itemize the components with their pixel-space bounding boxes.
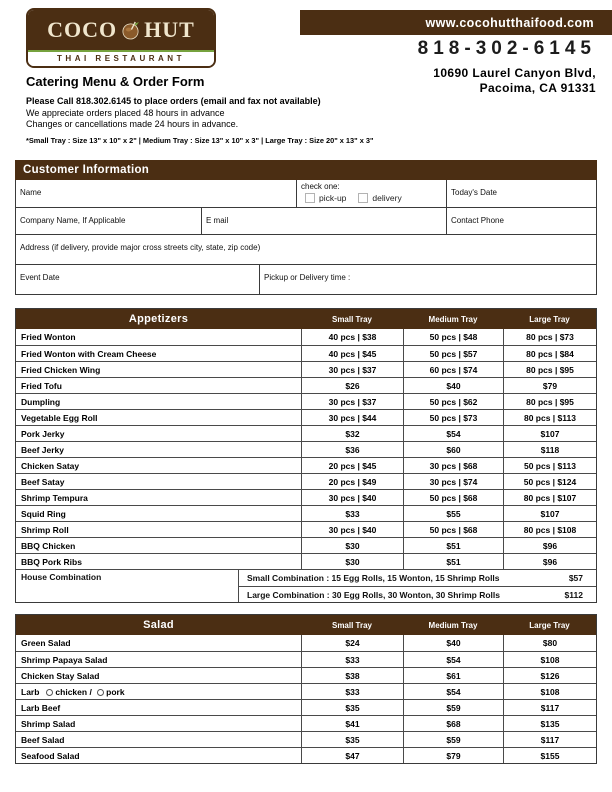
item-name: BBQ Pork Ribs xyxy=(21,556,82,567)
logo-subtitle: THAI RESTAURANT xyxy=(28,50,214,66)
medium-tray-price: $59 xyxy=(403,700,503,715)
menu-item-row xyxy=(16,635,596,651)
small-tray-price: 40 pcs | $45 xyxy=(301,346,403,361)
item-name: Green Salad xyxy=(21,638,71,648)
small-tray-column-header: Small Tray xyxy=(331,314,373,324)
item-name: Fried Chicken Wing xyxy=(21,364,101,375)
salad-title: Salad xyxy=(143,619,174,631)
address-line2: Pacoima, CA 91331 xyxy=(479,81,596,95)
check-one-cell xyxy=(296,180,446,207)
customer-row-2 xyxy=(16,207,596,234)
medium-tray-column-header: Medium Tray xyxy=(428,314,478,324)
small-tray-column-header: Small Tray xyxy=(331,620,373,630)
item-name-cell xyxy=(16,329,301,345)
item-name-cell xyxy=(16,474,301,489)
large-combination-text: Large Combination : 30 Egg Rolls, 30 Wonton, 30 Shrimp Rolls xyxy=(247,589,500,600)
small-tray-price: $24 xyxy=(301,635,403,651)
customer-info-title: Customer Information xyxy=(23,164,150,176)
check-options xyxy=(301,193,442,203)
small-tray-price: 20 pcs | $49 xyxy=(301,474,403,489)
medium-tray-price: 50 pcs | $48 xyxy=(403,329,503,345)
medium-tray-price: $51 xyxy=(403,554,503,569)
salad-table xyxy=(15,614,597,764)
small-combination-row xyxy=(239,570,596,586)
small-tray-price: 30 pcs | $37 xyxy=(301,362,403,377)
salad-rows xyxy=(16,635,596,763)
menu-item-row xyxy=(16,473,596,489)
large-tray-price: 80 pcs | $95 xyxy=(503,394,596,409)
small-tray-price: $26 xyxy=(301,378,403,393)
chicken-option-checkbox[interactable] xyxy=(46,689,53,696)
item-name-cell xyxy=(16,684,301,699)
phone-number: 818-302-6145 xyxy=(417,38,596,59)
large-tray-price: 80 pcs | $73 xyxy=(503,329,596,345)
intro-block xyxy=(26,74,386,145)
medium-tray-price: $54 xyxy=(403,684,503,699)
medium-tray-price: $51 xyxy=(403,538,503,553)
coconut-icon xyxy=(121,21,140,40)
customer-info-header-bar xyxy=(15,160,597,180)
medium-tray-price: 50 pcs | $57 xyxy=(403,346,503,361)
item-name: Chicken Satay xyxy=(21,460,80,471)
company-label: Company Name, If Applicable xyxy=(20,216,126,225)
appetizers-table xyxy=(15,308,597,603)
pickup-checkbox[interactable] xyxy=(305,193,315,203)
small-tray-price: $41 xyxy=(301,716,403,731)
item-name: Fried Tofu xyxy=(21,380,62,391)
todays-date-field[interactable] xyxy=(446,180,596,207)
small-combination-text: Small Combination : 15 Egg Rolls, 15 Wonton, 15 Shrimp Rolls xyxy=(247,573,500,583)
large-tray-price: $117 xyxy=(503,700,596,715)
large-tray-price: $107 xyxy=(503,506,596,521)
large-tray-price: $118 xyxy=(503,442,596,457)
pickup-time-label: Pickup or Delivery time : xyxy=(264,273,351,282)
item-name: Shrimp Papaya Salad xyxy=(21,654,108,665)
item-name: Shrimp Tempura xyxy=(21,492,88,503)
large-tray-price: $108 xyxy=(503,652,596,667)
large-tray-price: 50 pcs | $113 xyxy=(503,458,596,473)
form-title: Catering Menu & Order Form xyxy=(26,74,205,89)
item-name: Shrimp Salad xyxy=(21,718,76,729)
contact-block xyxy=(418,38,596,96)
item-name: Dumpling xyxy=(21,396,61,407)
medium-tray-price: $61 xyxy=(403,668,503,683)
item-name: Shrimp Roll xyxy=(21,524,69,535)
small-tray-price: $32 xyxy=(301,426,403,441)
small-combination-price: $57 xyxy=(568,573,583,583)
appetizers-rows xyxy=(16,329,596,569)
delivery-checkbox[interactable] xyxy=(358,193,368,203)
item-name-cell xyxy=(16,410,301,425)
item-name: Larb xyxy=(21,686,40,697)
item-name-cell xyxy=(16,362,301,377)
item-name-cell xyxy=(16,426,301,441)
item-name-cell xyxy=(16,538,301,553)
intro-changes-line: Changes or cancellations made 24 hours in advance. xyxy=(26,119,239,129)
combination-rows xyxy=(238,570,596,602)
menu-item-row xyxy=(16,537,596,553)
large-tray-price: 80 pcs | $108 xyxy=(503,522,596,537)
item-name: Beef Satay xyxy=(21,476,65,487)
small-tray-price: $30 xyxy=(301,538,403,553)
item-name: Pork Jerky xyxy=(21,428,65,439)
name-label: Name xyxy=(20,188,42,197)
item-name-cell xyxy=(16,635,301,651)
menu-item-row xyxy=(16,715,596,731)
medium-tray-price: 30 pcs | $74 xyxy=(403,474,503,489)
customer-info-table xyxy=(15,180,597,295)
large-tray-price: 80 pcs | $95 xyxy=(503,362,596,377)
house-combination-block xyxy=(16,569,596,602)
menu-item-row xyxy=(16,377,596,393)
item-name-cell xyxy=(16,490,301,505)
customer-row-1 xyxy=(16,180,596,207)
item-name-cell xyxy=(16,442,301,457)
customer-row-3 xyxy=(16,234,596,264)
item-name-cell xyxy=(16,748,301,763)
pickup-time-field[interactable] xyxy=(259,265,596,294)
menu-item-row xyxy=(16,699,596,715)
medium-tray-price: $40 xyxy=(403,635,503,651)
check-one-label: check one: xyxy=(301,182,340,191)
large-tray-price: $117 xyxy=(503,732,596,747)
menu-item-row xyxy=(16,457,596,473)
small-tray-price: $35 xyxy=(301,700,403,715)
logo-hut-text: HUT xyxy=(144,17,195,42)
menu-item-row xyxy=(16,393,596,409)
small-tray-price: 30 pcs | $44 xyxy=(301,410,403,425)
small-tray-price: $33 xyxy=(301,652,403,667)
small-tray-price: $30 xyxy=(301,554,403,569)
medium-tray-price: 50 pcs | $68 xyxy=(403,522,503,537)
menu-item-row xyxy=(16,553,596,569)
item-name-cell xyxy=(16,732,301,747)
appetizers-title: Appetizers xyxy=(128,313,189,325)
medium-tray-price: 50 pcs | $73 xyxy=(403,410,503,425)
event-date-label: Event Date xyxy=(20,273,60,282)
menu-item-row xyxy=(16,361,596,377)
large-tray-price: $79 xyxy=(503,378,596,393)
website-link[interactable]: www.cocohutthaifood.com xyxy=(425,15,594,30)
small-tray-price: $36 xyxy=(301,442,403,457)
item-name: Fried Wonton xyxy=(21,332,76,342)
house-combination-label: House Combination xyxy=(21,572,102,582)
menu-item-row xyxy=(16,329,596,345)
item-name-cell xyxy=(16,346,301,361)
medium-tray-price: $68 xyxy=(403,716,503,731)
item-name: Larb Beef xyxy=(21,702,61,713)
item-options: chicken / pork xyxy=(43,687,124,697)
form-content xyxy=(15,160,597,764)
medium-tray-price: 50 pcs | $62 xyxy=(403,394,503,409)
contact-phone-label: Contact Phone xyxy=(451,216,504,225)
item-name-cell xyxy=(16,652,301,667)
item-name-cell xyxy=(16,394,301,409)
cocohut-logo xyxy=(26,8,216,68)
menu-item-row xyxy=(16,505,596,521)
large-tray-price: $96 xyxy=(503,554,596,569)
address-line1: 10690 Laurel Canyon Blvd, xyxy=(433,66,596,80)
small-tray-price: 40 pcs | $38 xyxy=(301,329,403,345)
item-name-cell xyxy=(16,522,301,537)
item-name: Chicken Stay Salad xyxy=(21,670,100,681)
item-name: Fried Wonton with Cream Cheese xyxy=(21,348,157,359)
delivery-label: delivery xyxy=(372,193,402,203)
item-name: Seafood Salad xyxy=(21,750,80,761)
large-tray-price: 80 pcs | $113 xyxy=(503,410,596,425)
customer-row-4 xyxy=(16,264,596,294)
address-label: Address (if delivery, provide major cross streets city, state, zip code) xyxy=(20,243,261,252)
medium-tray-price: $40 xyxy=(403,378,503,393)
salad-header-bar xyxy=(16,615,596,635)
large-tray-price: $96 xyxy=(503,538,596,553)
menu-item-row xyxy=(16,667,596,683)
large-tray-column-header: Large Tray xyxy=(529,620,570,630)
large-tray-price: $107 xyxy=(503,426,596,441)
small-tray-price: 30 pcs | $37 xyxy=(301,394,403,409)
intro-call-line: Please Call 818.302.6145 to place orders (email and fax not available) xyxy=(26,96,321,106)
intro-advance-line: We appreciate orders placed 48 hours in advance xyxy=(26,107,225,118)
email-label: E mail xyxy=(206,216,229,225)
item-name: Squid Ring xyxy=(21,508,66,519)
pickup-label: pick-up xyxy=(319,193,347,203)
item-name-cell xyxy=(16,506,301,521)
menu-item-row xyxy=(16,651,596,667)
medium-tray-price: $55 xyxy=(403,506,503,521)
appetizers-header-bar xyxy=(16,309,596,329)
email-field[interactable] xyxy=(201,208,446,234)
menu-item-row xyxy=(16,345,596,361)
menu-item-row xyxy=(16,441,596,457)
item-name-cell xyxy=(16,554,301,569)
large-tray-price: $80 xyxy=(503,635,596,651)
medium-tray-column-header: Medium Tray xyxy=(428,620,478,630)
item-name-cell xyxy=(16,700,301,715)
item-name-cell xyxy=(16,458,301,473)
menu-item-row xyxy=(16,409,596,425)
contact-phone-field[interactable] xyxy=(446,208,596,234)
medium-tray-price: $54 xyxy=(403,652,503,667)
large-combination-row xyxy=(239,586,596,602)
item-name-cell xyxy=(16,668,301,683)
menu-item-row xyxy=(16,425,596,441)
menu-item-row xyxy=(16,731,596,747)
menu-item-row xyxy=(16,521,596,537)
large-tray-price: 80 pcs | $84 xyxy=(503,346,596,361)
item-name-cell xyxy=(16,716,301,731)
small-tray-price: $35 xyxy=(301,732,403,747)
large-tray-price: $126 xyxy=(503,668,596,683)
medium-tray-price: $59 xyxy=(403,732,503,747)
medium-tray-price: 50 pcs | $68 xyxy=(403,490,503,505)
medium-tray-price: 60 pcs | $74 xyxy=(403,362,503,377)
item-name: Vegetable Egg Roll xyxy=(21,412,98,423)
tray-sizes-note: *Small Tray : Size 13" x 10" x 2" | Medium Tray : Size 13" x 10" x 3" | Large Tray : Size 20" x 13" x 3" xyxy=(26,135,374,145)
item-name-cell xyxy=(16,378,301,393)
small-tray-price: $33 xyxy=(301,506,403,521)
small-tray-price: 30 pcs | $40 xyxy=(301,490,403,505)
small-tray-price: 20 pcs | $45 xyxy=(301,458,403,473)
logo-coco-text: COCO xyxy=(47,17,118,42)
todays-date-label: Today's Date xyxy=(451,188,497,197)
medium-tray-price: 30 pcs | $68 xyxy=(403,458,503,473)
item-name: Beef Salad xyxy=(21,734,65,745)
name-field[interactable] xyxy=(16,180,296,207)
large-tray-price: $108 xyxy=(503,684,596,699)
event-date-field[interactable] xyxy=(16,265,259,294)
pork-option-label: pork xyxy=(106,686,125,697)
menu-item-row xyxy=(16,683,596,699)
large-tray-price: 80 pcs | $107 xyxy=(503,490,596,505)
menu-item-row xyxy=(16,747,596,763)
menu-item-row xyxy=(16,489,596,505)
large-tray-price: $155 xyxy=(503,748,596,763)
item-name: BBQ Chicken xyxy=(21,540,76,551)
small-tray-price: 30 pcs | $40 xyxy=(301,522,403,537)
large-tray-column-header: Large Tray xyxy=(529,314,570,324)
item-name: Beef Jerky xyxy=(21,444,65,455)
address-field[interactable] xyxy=(16,235,596,264)
medium-tray-price: $54 xyxy=(403,426,503,441)
website-bar xyxy=(300,10,612,35)
small-tray-price: $47 xyxy=(301,748,403,763)
large-combination-price: $112 xyxy=(564,589,583,600)
company-field[interactable] xyxy=(16,208,201,234)
small-tray-price: $38 xyxy=(301,668,403,683)
large-tray-price: 50 pcs | $124 xyxy=(503,474,596,489)
logo-main xyxy=(28,10,214,50)
medium-tray-price: $60 xyxy=(403,442,503,457)
chicken-option-label: chicken xyxy=(55,686,88,697)
medium-tray-price: $79 xyxy=(403,748,503,763)
pork-option-checkbox[interactable] xyxy=(97,689,104,696)
large-tray-price: $135 xyxy=(503,716,596,731)
small-tray-price: $33 xyxy=(301,684,403,699)
